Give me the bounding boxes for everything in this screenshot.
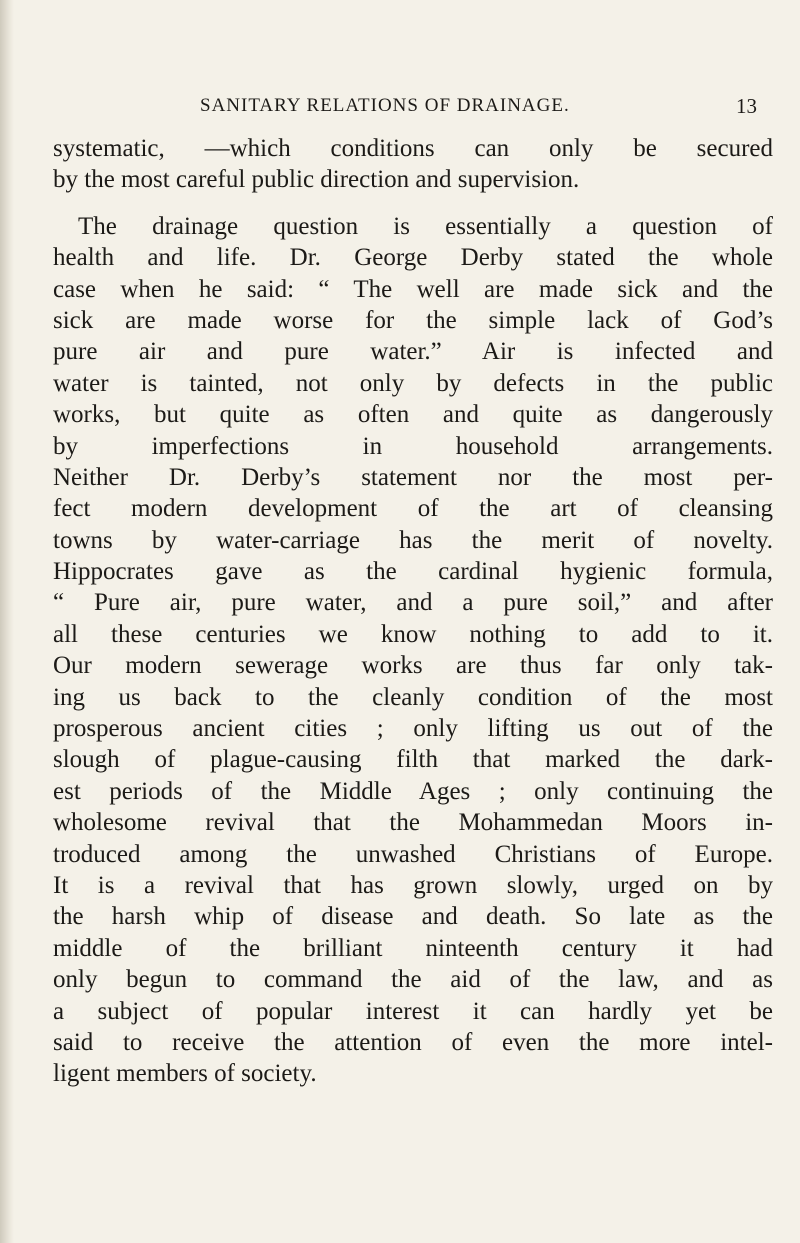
text-line: wholesome revival that the Mohammedan Moors in- (53, 809, 773, 837)
paragraph-continuation (53, 133, 773, 196)
body-text (53, 133, 773, 1090)
text-line: only begun to command the aid of the law, and as (53, 966, 773, 994)
text-line: case when he said: “ The well are made sick and the (53, 275, 773, 303)
text-line: water is tainted, not only by defects in the public (53, 369, 773, 397)
text-line: works, but quite as often and quite as dangerously (53, 401, 773, 429)
text-line: all these centuries we know nothing to add to it. (53, 620, 773, 648)
text-line: troduced among the unwashed Christians of Europe. (53, 840, 773, 868)
text-line: a subject of popular interest it can hardly yet be (53, 997, 773, 1025)
text-line: towns by water-carriage has the merit of novelty. (53, 526, 773, 554)
paragraph-drainage-question (53, 211, 773, 1090)
paragraph-gap (53, 196, 773, 211)
text-line: The drainage question is essentially a question of (78, 212, 773, 240)
text-line: systematic, —which conditions can only be secured (53, 135, 773, 162)
text-line: pure air and pure water.” Air is infected and (53, 338, 773, 366)
text-line: Hippocrates gave as the cardinal hygienic formula, (53, 558, 773, 586)
text-line: Neither Dr. Derby’s statement nor the most per- (53, 463, 773, 491)
text-line: “ Pure air, pure water, and a pure soil,” and after (53, 589, 773, 617)
text-line: est periods of the Middle Ages ; only continuing the (53, 777, 773, 805)
text-line: health and life. Dr. George Derby stated the whole (53, 244, 773, 272)
text-line: by the most careful public direction and supervision. (53, 166, 580, 194)
text-line: Our modern sewerage works are thus far only tak- (53, 652, 773, 680)
text-line: the harsh whip of disease and death. So late as the (53, 903, 773, 931)
text-line: fect modern development of the art of cleansing (53, 495, 773, 523)
text-line: said to receive the attention of even the more intel- (53, 1028, 773, 1056)
text-line: sick are made worse for the simple lack of God’s (53, 306, 773, 334)
text-line: slough of plague-causing filth that marked the dark- (53, 746, 773, 774)
page-gutter-shadow (0, 0, 14, 1243)
text-line: by imperfections in household arrangements. (53, 432, 773, 460)
text-line: ing us back to the cleanly condition of the most (53, 683, 773, 711)
text-line: ligent members of society. (53, 1060, 317, 1088)
text-line: It is a revival that has grown slowly, urged on by (53, 871, 773, 899)
text-line: prosperous ancient cities ; only lifting us out of the (53, 715, 773, 743)
running-head: SANITARY RELATIONS OF DRAINAGE. (200, 95, 570, 116)
page-number: 13 (736, 94, 757, 118)
text-line: middle of the brilliant ninteenth century it had (53, 934, 773, 962)
